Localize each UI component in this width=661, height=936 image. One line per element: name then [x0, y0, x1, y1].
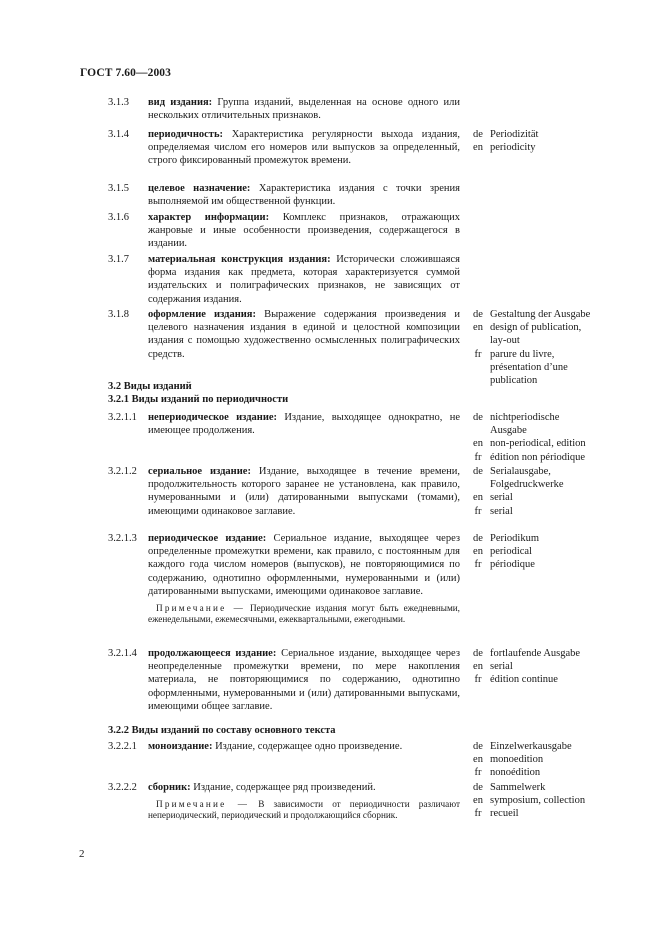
entry-term: вид издания: — [148, 97, 213, 108]
foreign-term: serial — [490, 661, 513, 673]
note-label: Примечание — — [156, 799, 250, 810]
entry-term: оформление издания: — [148, 309, 256, 320]
entry-definition — [148, 465, 460, 518]
entry-definition — [148, 532, 460, 625]
entry-note — [148, 603, 460, 625]
entry-term: сборник: — [148, 782, 191, 793]
lang-code: fr — [474, 505, 482, 517]
entry-number: 3.2.1.1 — [108, 412, 137, 423]
foreign-equivalents — [466, 128, 616, 154]
entry-text: Издание, содержащее ряд произведений. — [190, 782, 376, 793]
foreign-term: Einzelwerkausgabe — [490, 741, 572, 752]
foreign-term: fortlaufende Ausgabe — [490, 648, 581, 659]
entry-term: целевое назначение: — [148, 183, 251, 194]
foreign-term: édition non périodique — [490, 451, 586, 463]
entry-term: непериодическое издание: — [148, 412, 278, 423]
lang-code — [466, 374, 490, 387]
entry-term: сериальное издание: — [148, 466, 251, 477]
subsection-heading: 3.2.2 Виды изданий по составу основного текста — [108, 725, 336, 736]
entry-definition — [148, 647, 460, 713]
subsection-heading: 3.2.1 Виды изданий по периодичности — [108, 394, 289, 405]
foreign-term: parure du livre, — [490, 348, 555, 360]
foreign-term: Periodikum — [490, 533, 539, 544]
entry-definition — [148, 128, 460, 168]
foreign-term: serial — [490, 505, 513, 517]
entry-text: Характеристика регулярности выхода издания, определяемая числом его номеров или выпусков за определенный, строго фиксированный промежуток времени. — [148, 129, 460, 167]
lang-code: fr — [474, 767, 482, 779]
lang-code: fr — [474, 808, 482, 820]
foreign-equivalents — [466, 532, 616, 572]
foreign-term: édition continue — [490, 674, 558, 686]
foreign-term: Ausgabe — [490, 425, 527, 437]
entry-term: периодичность: — [148, 129, 223, 140]
foreign-term: design of publication, — [490, 322, 582, 334]
entry-number: 3.1.5 — [108, 183, 129, 194]
lang-code: de — [473, 309, 483, 320]
foreign-term: périodique — [490, 559, 535, 571]
lang-code: de — [473, 782, 483, 793]
note-text: В зависимости от периодичности различают непериодический, периодический и продолжающийся сборник. — [148, 799, 460, 821]
entry-definition — [148, 211, 460, 251]
entry-text: Издание, выходящее в течение времени, продолжительность которого заранее не установлена, как правило, нумерованными и (или) датированными выпусками (томами), имеющими одинаковое заглавие. — [148, 466, 461, 517]
foreign-term: serial — [490, 492, 513, 504]
entry-text: Издание, содержащее одно произведение. — [212, 741, 403, 752]
foreign-equivalents — [466, 411, 616, 464]
note-label: Примечание — — [156, 603, 245, 614]
lang-code: de — [473, 129, 483, 140]
lang-code: de — [473, 741, 483, 752]
entry-text: Сериальное издание, выходящее через неопределенные промежутки времени, по мере накопления материала, не повторяющимися по содержанию, однотипно оформленными, нумерованными и (или) датированными выпусками, имеющими общее заглавие. — [148, 648, 460, 712]
entry-number: 3.1.8 — [108, 309, 129, 320]
entry-text: Характеристика издания с точки зрения выполняемой им общественной функции. — [148, 183, 460, 208]
foreign-term: nichtperiodische — [490, 412, 560, 423]
document-header: ГОСТ 7.60—2003 — [80, 67, 171, 79]
entry-text: Выражение содержания произведения и целевого назначения издания в единой и целостной композиции издания с помощью художественно осмысленных полиграфических средств. — [148, 309, 460, 360]
foreign-term: Periodizität — [490, 129, 539, 140]
lang-code: en — [473, 142, 483, 154]
lang-code: de — [473, 412, 483, 423]
foreign-equivalents — [466, 308, 616, 387]
entry-definition — [148, 781, 460, 822]
lang-code: fr — [474, 451, 482, 463]
entry-text: Группа изданий, выделенная на основе одного или нескольких отличительных признаков. — [148, 97, 460, 122]
foreign-term: symposium, collection — [490, 795, 586, 807]
foreign-term: lay-out — [490, 335, 520, 347]
entry-number: 3.2.1.3 — [108, 533, 137, 544]
entry-definition — [148, 182, 460, 208]
lang-code: en — [473, 322, 483, 334]
entry-number: 3.2.2.2 — [108, 782, 137, 793]
lang-code: fr — [474, 348, 482, 360]
lang-code: en — [473, 661, 483, 673]
foreign-term: nonoédition — [490, 767, 541, 779]
lang-code: en — [473, 754, 483, 766]
foreign-term: recueil — [490, 808, 519, 820]
section-heading: 3.2 Виды изданий — [108, 381, 192, 392]
entry-number: 3.2.2.1 — [108, 741, 137, 752]
entry-definition — [148, 253, 460, 306]
foreign-term: Sammelwerk — [490, 782, 546, 793]
foreign-term: Serialausgabe, — [490, 466, 551, 477]
lang-code: de — [473, 466, 483, 477]
entry-term: характер информации: — [148, 212, 270, 223]
foreign-term: publication — [490, 375, 538, 387]
lang-code — [466, 424, 490, 437]
entry-text: Исторически сложившаяся форма издания как предмета, которая характеризуется суммой издательских и полиграфических признаков, не зависящих от содержания издания. — [148, 254, 461, 305]
lang-code — [466, 334, 490, 347]
foreign-term: periodicity — [490, 142, 536, 154]
entry-definition — [148, 308, 460, 361]
entry-term: материальная конструкция издания: — [148, 254, 331, 265]
lang-code: fr — [474, 674, 482, 686]
foreign-equivalents — [466, 465, 616, 518]
foreign-term: présentation d’une — [490, 361, 568, 373]
lang-code: fr — [474, 559, 482, 571]
entry-number: 3.1.4 — [108, 129, 129, 140]
foreign-equivalents — [466, 781, 616, 821]
foreign-term: monoedition — [490, 754, 544, 766]
entry-term: периодическое издание: — [148, 533, 267, 544]
entry-text: Издание, выходящее однократно, не имеющее продолжения. — [148, 412, 460, 437]
lang-code: en — [473, 795, 483, 807]
lang-code: en — [473, 438, 483, 450]
entry-number: 3.1.6 — [108, 212, 129, 223]
page-number: 2 — [79, 848, 85, 860]
entry-number: 3.1.7 — [108, 254, 129, 265]
foreign-equivalents — [466, 740, 616, 780]
lang-code: en — [473, 546, 483, 558]
entry-definition — [148, 740, 460, 753]
foreign-term: Gestaltung der Ausgabe — [490, 309, 591, 320]
lang-code — [466, 478, 490, 491]
entry-definition — [148, 411, 460, 437]
lang-code: de — [473, 648, 483, 659]
entry-number: 3.2.1.2 — [108, 466, 137, 477]
note-text: Периодические издания могут быть ежедневными, еженедельными, ежемесячными, ежеквартальными, ежегодными. — [148, 603, 460, 625]
lang-code: en — [473, 492, 483, 504]
entry-number: 3.1.3 — [108, 97, 129, 108]
foreign-term: non-periodical, edition — [490, 438, 586, 450]
entry-text: Сериальное издание, выходящее через определенные промежутки времени, как правило, с постоянным для каждого года числом номеров (выпусков), не повторяющимися по содержанию, однотипно оформленными, нумерованными и (или) датированными выпусками, имеющими одинаковое заглавие. — [148, 533, 461, 597]
entry-text: Комплекс признаков, отражающих жанровые и иные особенности произведения, содержащегося в издании. — [148, 212, 461, 250]
entry-definition — [148, 96, 460, 122]
foreign-term: Folgedruckwerke — [490, 479, 564, 491]
entry-number: 3.2.1.4 — [108, 648, 137, 659]
entry-term: моноиздание: — [148, 741, 213, 752]
entry-term: продолжающееся издание: — [148, 648, 277, 659]
foreign-equivalents — [466, 647, 616, 687]
foreign-term: periodical — [490, 546, 532, 558]
lang-code: de — [473, 533, 483, 544]
lang-code — [466, 361, 490, 374]
entry-note — [148, 799, 460, 821]
